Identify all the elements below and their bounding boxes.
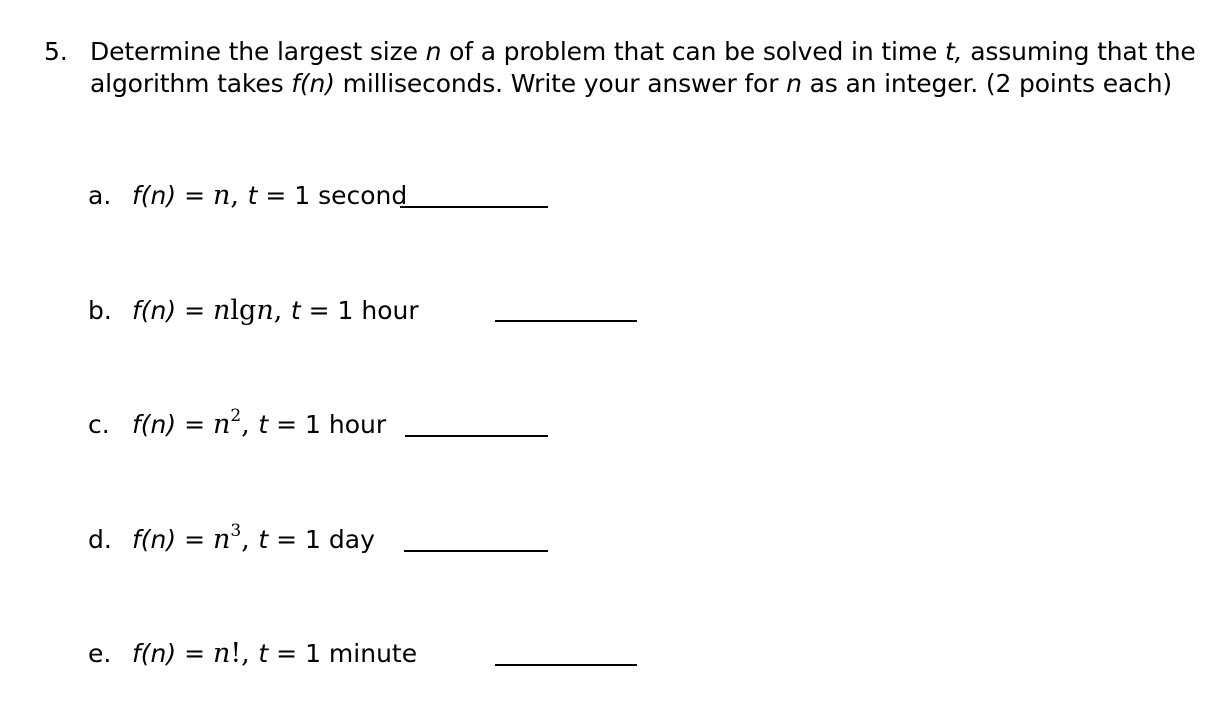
item-a [88, 180, 407, 212]
variable-t: t [258, 410, 269, 439]
exponent: 2 [230, 406, 242, 426]
item-b [88, 295, 419, 327]
math-expression: n [213, 180, 231, 211]
question-prompt [90, 36, 1200, 100]
function-f-of-n: f(n) [132, 181, 177, 210]
math-expression: n [213, 409, 231, 440]
time-limit: = 1 hour [300, 296, 419, 325]
math-expression: n [213, 524, 231, 555]
variable-t: t [290, 296, 301, 325]
item-label: d. [88, 525, 112, 554]
item-d [88, 521, 375, 556]
equals-sign: = [176, 296, 213, 325]
function-f-of-n: f(n) [132, 639, 177, 668]
equals-sign: = [176, 181, 213, 210]
question-text: algorithm takes [90, 69, 292, 98]
variable-t: t [258, 525, 269, 554]
separator: , [241, 638, 259, 669]
separator: , [273, 295, 291, 326]
exponent: 3 [230, 521, 242, 541]
answer-blank-a[interactable] [400, 206, 548, 208]
function-f-of-n: f(n) [291, 69, 335, 98]
question-line-1 [90, 36, 1200, 68]
answer-blank-b[interactable] [495, 320, 637, 322]
time-limit: = 1 day [268, 525, 375, 554]
question-text: as an integer. (2 points each) [801, 69, 1173, 98]
time-limit: = 1 second [257, 181, 408, 210]
math-expression: n [213, 638, 231, 669]
answer-blank-e[interactable] [495, 664, 637, 666]
item-label: e. [88, 639, 112, 668]
question-number: 5. [44, 37, 68, 66]
equals-sign: = [176, 525, 213, 554]
math-expression-tail: n [256, 295, 274, 326]
item-e [88, 638, 417, 670]
separator: , [230, 180, 248, 211]
math-expression: n [213, 295, 231, 326]
time-limit: = 1 minute [268, 639, 418, 668]
variable-t: t [258, 639, 269, 668]
question-line-2 [90, 68, 1200, 100]
answer-blank-c[interactable] [405, 435, 548, 437]
variable-n: n [425, 37, 442, 66]
item-c [88, 406, 387, 441]
item-label: a. [88, 181, 112, 210]
equals-sign: = [176, 639, 213, 668]
answer-blank-d[interactable] [404, 550, 548, 552]
question-text: Determine the largest size [90, 37, 426, 66]
variable-t: t [247, 181, 258, 210]
question-text: milliseconds. Write your answer for [334, 69, 787, 98]
question-text: of a problem that can be solved in time [441, 37, 946, 66]
time-limit: = 1 hour [268, 410, 387, 439]
function-f-of-n: f(n) [132, 525, 177, 554]
function-f-of-n: f(n) [132, 296, 177, 325]
factorial-sign: ! [230, 638, 242, 669]
item-label: b. [88, 296, 112, 325]
separator: , [241, 524, 259, 555]
equals-sign: = [176, 410, 213, 439]
question-text: assuming that the [962, 37, 1196, 66]
variable-t: t, [945, 37, 963, 66]
variable-n: n [786, 69, 802, 98]
function-f-of-n: f(n) [132, 410, 177, 439]
math-function-lg: lg [230, 295, 257, 326]
item-label: c. [88, 410, 110, 439]
separator: , [241, 409, 259, 440]
